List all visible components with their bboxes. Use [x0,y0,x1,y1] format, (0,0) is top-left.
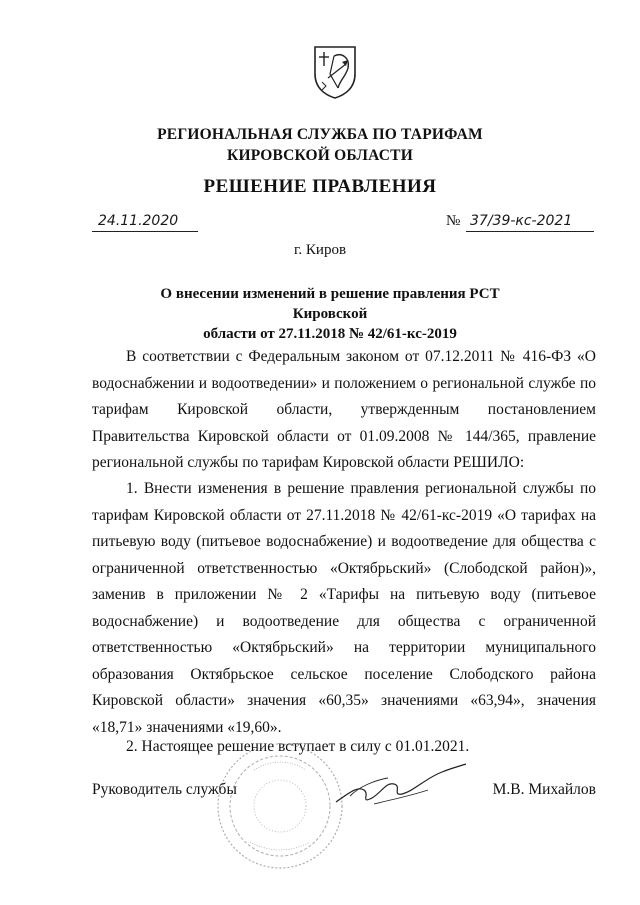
document-subject [130,284,530,344]
subject-line2: области от 27.11.2018 № 42/61-кс-2019 [203,326,457,342]
document-number: 37/39-кс-2021 [466,212,594,232]
signer-role: Руководитель службы [92,781,237,798]
document-date: 24.11.2020 [92,212,198,232]
body-paragraph-item-2: 2. Настоящее решение вступает в силу с 01.01.2021. [126,738,470,755]
city-line: г. Киров [293,242,347,258]
signer-name: М.В. Михайлов [492,781,596,798]
body-paragraph-preamble: В соответствии с Федеральным законом от 07.12.2011 № 416-ФЗ «О водоснабжении и водоотведении» и положением о региональной службе по тарифам Кировской области, утвержденным постановлением Правительства Кировской области от 01.09.2008 № 144/365, правление региональной службы по тарифам Кировской области РЕШИЛО: [92,348,596,471]
handwritten-signature-icon [330,756,470,816]
organization-name-line1: РЕГИОНАЛЬНАЯ СЛУЖБА ПО ТАРИФАМ [157,126,483,143]
subject-line1: О внесении изменений в решение правления РСТ Кировской [160,286,500,322]
number-sign: № [446,213,461,229]
organization-name [0,124,640,166]
coat-of-arms-icon [312,44,358,100]
organization-name-line2: КИРОВСКОЙ ОБЛАСТИ [227,147,413,164]
document-title: РЕШЕНИЕ ПРАВЛЕНИЯ [203,176,437,197]
official-stamp-icon [214,740,346,872]
body-paragraph-item-1: 1. Внести изменения в решение правления региональной службы по тарифам Кировской области от 27.11.2018 № 42/61-кс-2019 «О тарифах на питьевую воду (питьевое водоснабжение) и водоотведение для общества с ограниченной ответственностью «Октябрьский» (Слободской район)», заменив в приложении № 2 «Тарифы на питьевую воду (питьевое водоснабжение) и водоотведение для общества с ограниченной ответственностью «Октябрьский» на территории муниципального образования Октябрьское сельское поселение Слободского района Кировской области» значения «60,35» значениями «63,94», значения «18,71» значениями «19,60». [92,480,596,736]
